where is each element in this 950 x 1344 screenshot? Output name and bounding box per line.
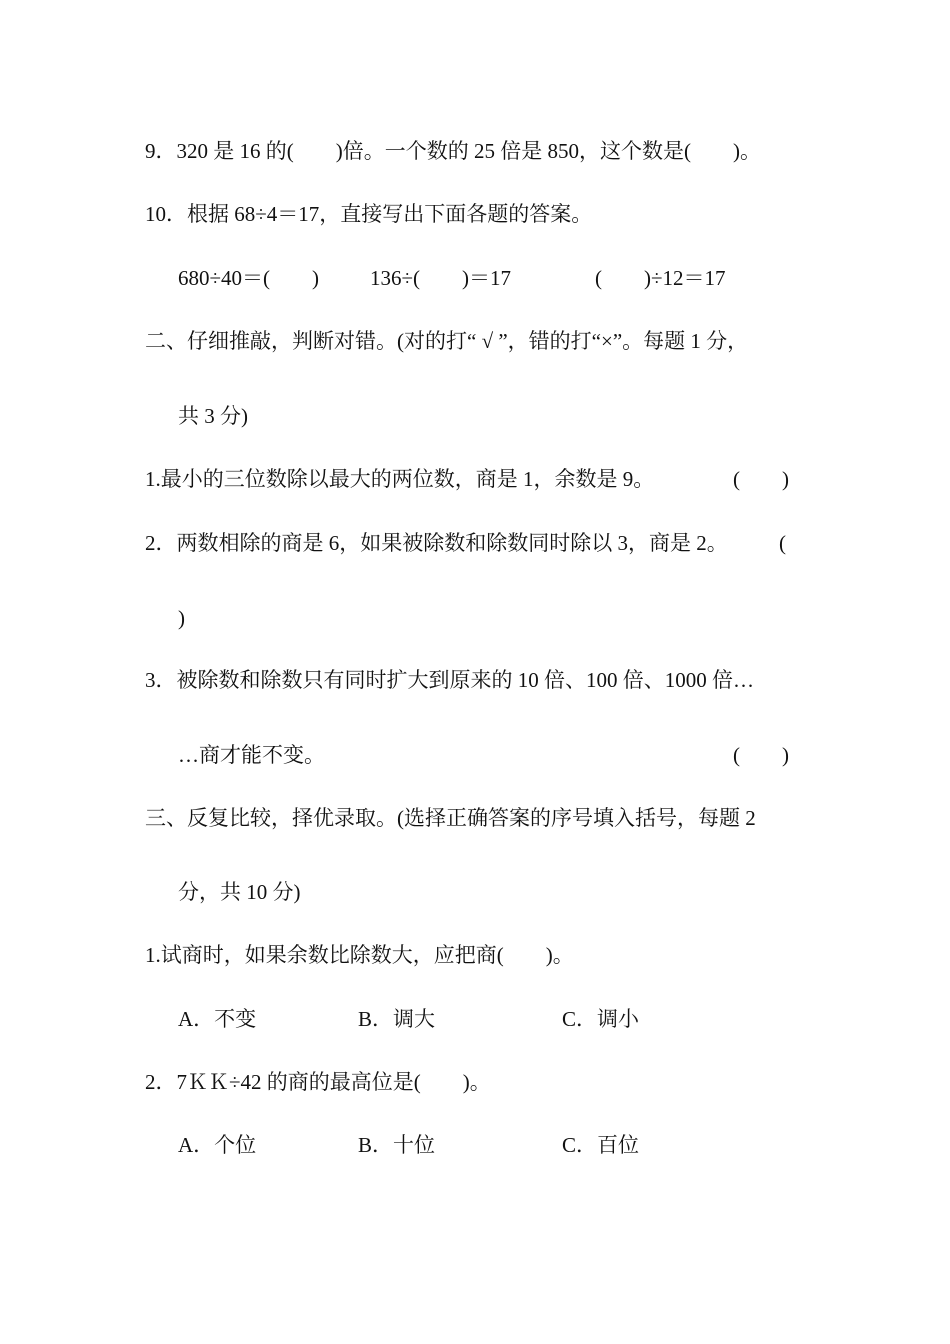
- judge-question-2-paren-close: ): [178, 606, 185, 630]
- choice-question-1-option-b: B．调大: [358, 1007, 436, 1031]
- judge-question-1: 1.最小的三位数除以最大的两位数，商是 1，余数是 9。: [145, 467, 655, 491]
- section-2-heading-continued: 共 3 分): [178, 404, 248, 428]
- judge-question-2: 2．两数相除的商是 6，如果被除数和除数同时除以 3，商是 2。: [145, 531, 728, 555]
- question-9: 9．320 是 16 的( )倍。一个数的 25 倍是 850，这个数是( )。: [145, 139, 761, 163]
- section-3-heading: 三、反复比较，择优录取。(选择正确答案的序号填入括号，每题 2: [145, 806, 756, 830]
- judge-question-3-continued: …商才能不变。: [178, 743, 325, 767]
- judge-question-3-answer-paren: ( ): [733, 743, 789, 767]
- choice-question-1-option-c: C．调小: [562, 1007, 640, 1031]
- choice-question-1-option-a: A．不变: [178, 1007, 257, 1031]
- question-10-item-b: 136÷( )＝17: [370, 266, 512, 290]
- question-10-item-a: 680÷40＝( ): [178, 266, 320, 290]
- choice-question-2-option-a: A．个位: [178, 1133, 257, 1157]
- choice-question-2-option-b: B．十位: [358, 1133, 436, 1157]
- choice-question-2: 2．7ＫＫ÷42 的商的最高位是( )。: [145, 1070, 491, 1094]
- question-10: 10．根据 68÷4＝17，直接写出下面各题的答案。: [145, 202, 593, 226]
- judge-question-3: 3．被除数和除数只有同时扩大到原来的 10 倍、100 倍、1000 倍…: [145, 668, 754, 692]
- choice-question-2-option-c: C．百位: [562, 1133, 640, 1157]
- section-2-heading: 二、仔细推敲，判断对错。(对的打“ √ ”，错的打“×”。每题 1 分，: [145, 329, 749, 353]
- judge-question-2-paren-open: (: [779, 531, 786, 555]
- judge-question-1-answer-paren: ( ): [733, 467, 789, 491]
- choice-question-1: 1.试商时，如果余数比除数大，应把商( )。: [145, 943, 574, 967]
- section-3-heading-continued: 分，共 10 分): [178, 880, 301, 904]
- question-10-item-c: ( )÷12＝17: [595, 266, 726, 290]
